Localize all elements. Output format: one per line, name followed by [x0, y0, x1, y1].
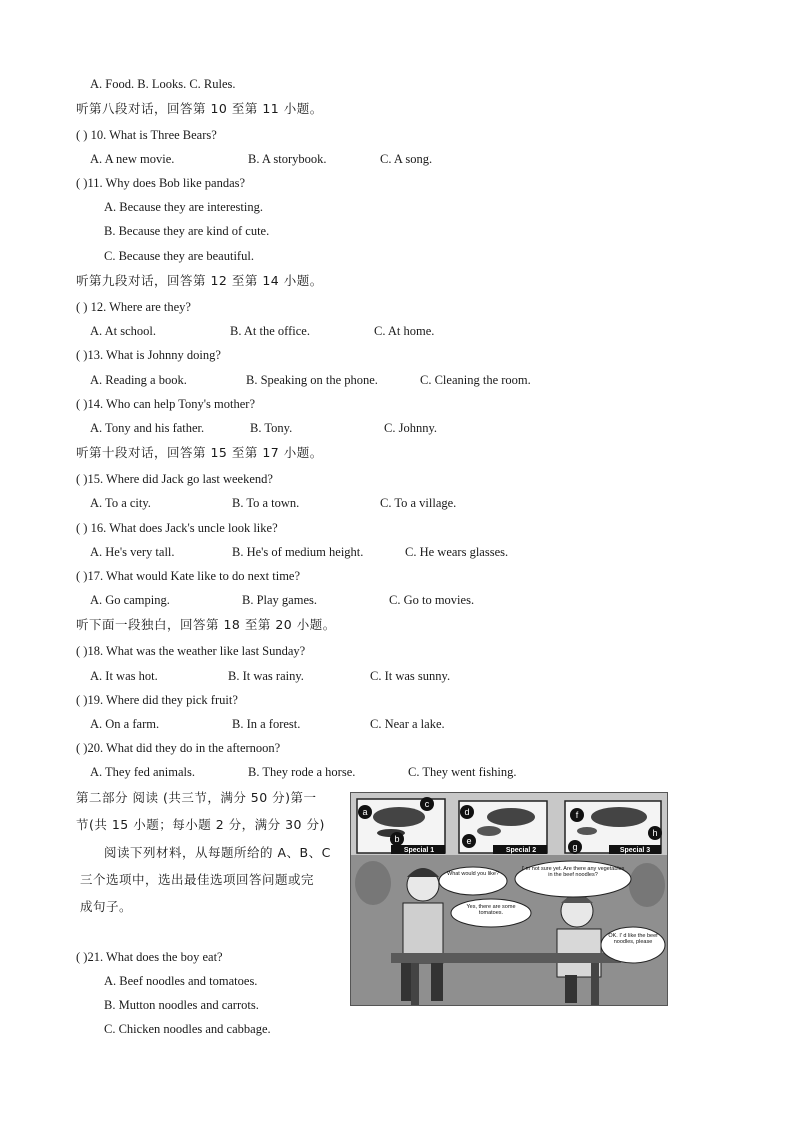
special-3-label: Special 3	[619, 847, 651, 854]
q15-option-c: C. To a village.	[380, 496, 457, 510]
q21-option-b: B. Mutton noodles and carrots.	[104, 998, 259, 1012]
q19-option-a: A. On a farm.	[90, 717, 160, 731]
question-18: ( )18. What was the weather like last Sunday?	[76, 644, 306, 658]
q11-option-a: A. Because they are interesting.	[104, 200, 263, 214]
bubble-waiter-answer: Yes, there are some tomatoes.	[466, 904, 516, 916]
q21-option-c: C. Chicken noodles and cabbage.	[104, 1022, 271, 1036]
letter-d: d	[464, 807, 470, 817]
q18-option-a: A. It was hot.	[90, 669, 158, 683]
q20-option-c: C. They went fishing.	[408, 765, 517, 779]
section-heading-10: 听第十段对话，回答第 15 至第 17 小题。	[76, 445, 323, 460]
letter-c: c	[424, 799, 430, 809]
q17-option-a: A. Go camping.	[90, 593, 170, 607]
q12-option-c: C. At home.	[374, 324, 435, 338]
q14-option-a: A. Tony and his father.	[90, 421, 205, 435]
q14-option-c: C. Johnny.	[384, 421, 438, 435]
part2-heading-line2: 节(共 15 小题；每小题 2 分，满分 30 分)	[76, 817, 325, 832]
special-1-label: Special 1	[403, 847, 435, 854]
q19-option-b: B. In a forest.	[232, 717, 301, 731]
question-10: ( ) 10. What is Three Bears?	[76, 128, 217, 142]
q11-option-c: C. Because they are beautiful.	[104, 249, 254, 263]
question-19: ( )19. Where did they pick fruit?	[76, 693, 238, 707]
q15-option-b: B. To a town.	[232, 496, 300, 510]
question-16: ( ) 16. What does Jack's uncle look like?	[76, 521, 278, 535]
part2-instruction-line3: 成句子。	[80, 899, 133, 914]
bubble-customer-question: I' m not sure yet. Are there any vegetables in the beef noodles?	[521, 866, 625, 878]
q11-option-b: B. Because they are kind of cute.	[104, 224, 270, 238]
q13-option-a: A. Reading a book.	[90, 373, 187, 387]
q9-options: A. Food. B. Looks. C. Rules.	[90, 77, 236, 91]
letter-f: f	[575, 810, 579, 820]
q20-option-a: A. They fed animals.	[90, 765, 195, 779]
q18-option-c: C. It was sunny.	[370, 669, 451, 683]
q15-option-a: A. To a city.	[90, 496, 151, 510]
question-15: ( )15. Where did Jack go last weekend?	[76, 472, 273, 486]
question-20: ( )20. What did they do in the afternoon?	[76, 741, 281, 755]
question-13: ( )13. What is Johnny doing?	[76, 348, 221, 362]
letter-e: e	[466, 836, 472, 846]
section-heading-monologue: 听下面一段独白，回答第 18 至第 20 小题。	[76, 617, 336, 632]
restaurant-illustration	[350, 792, 668, 1006]
letter-h: h	[652, 828, 658, 838]
q16-option-b: B. He's of medium height.	[232, 545, 364, 559]
bubble-waiter-question: What would you like?	[447, 871, 499, 877]
q17-option-b: B. Play games.	[242, 593, 317, 607]
q10-option-b: B. A storybook.	[248, 152, 327, 166]
q21-option-a: A. Beef noodles and tomatoes.	[104, 974, 258, 988]
question-21: ( )21. What does the boy eat?	[76, 950, 223, 964]
q16-option-c: C. He wears glasses.	[405, 545, 509, 559]
q14-option-b: B. Tony.	[250, 421, 293, 435]
q18-option-b: B. It was rainy.	[228, 669, 304, 683]
q10-option-c: C. A song.	[380, 152, 433, 166]
part2-instruction-line1: 阅读下列材料，从每题所给的 A、B、C	[104, 845, 331, 860]
q12-option-b: B. At the office.	[230, 324, 310, 338]
part2-instruction-line2: 三个选项中，选出最佳选项回答问题或完	[80, 872, 315, 887]
part2-heading-line1: 第二部分 阅读 (共三节，满分 50 分)第一	[76, 790, 317, 805]
q16-option-a: A. He's very tall.	[90, 545, 175, 559]
question-12: ( ) 12. Where are they?	[76, 300, 191, 314]
bubble-customer-order: OK. I' d like the beef noodles, please	[608, 933, 658, 945]
letter-g: g	[572, 842, 578, 852]
letter-a: a	[362, 807, 368, 817]
restaurant-scene	[351, 793, 667, 1005]
letter-b: b	[394, 834, 400, 844]
q12-option-a: A. At school.	[90, 324, 156, 338]
q13-option-b: B. Speaking on the phone.	[246, 373, 378, 387]
q17-option-c: C. Go to movies.	[389, 593, 475, 607]
question-11: ( )11. Why does Bob like pandas?	[76, 176, 246, 190]
question-14: ( )14. Who can help Tony's mother?	[76, 397, 255, 411]
section-heading-8: 听第八段对话，回答第 10 至第 11 小题。	[76, 101, 323, 116]
q10-option-a: A. A new movie.	[90, 152, 175, 166]
q13-option-c: C. Cleaning the room.	[420, 373, 531, 387]
section-heading-9: 听第九段对话，回答第 12 至第 14 小题。	[76, 273, 323, 288]
q20-option-b: B. They rode a horse.	[248, 765, 356, 779]
q19-option-c: C. Near a lake.	[370, 717, 445, 731]
special-2-label: Special 2	[505, 847, 537, 854]
question-17: ( )17. What would Kate like to do next time?	[76, 569, 301, 583]
